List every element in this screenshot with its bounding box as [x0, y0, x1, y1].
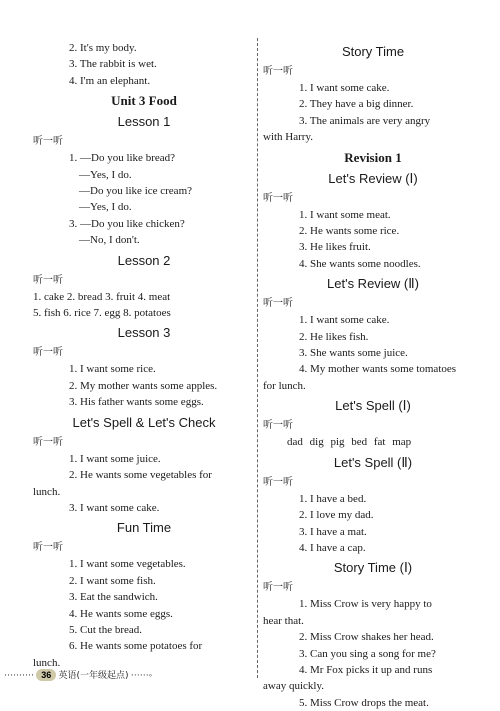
text-line: 2. I want some fish. — [69, 574, 156, 587]
listen-label: 听一听 — [263, 476, 293, 488]
text-line: 1. cake 2. bread 3. fruit 4. meat — [33, 290, 171, 303]
text-line: 3. His father wants some eggs. — [69, 396, 204, 409]
text-line: —Yes, I do. — [79, 201, 132, 214]
text-line: 1. Miss Crow is very happy to — [299, 598, 432, 611]
text-line: 4. Mr Fox picks it up and runs — [299, 663, 433, 676]
right-column — [263, 40, 483, 711]
text-line: 5. Miss Crow drops the meat. — [299, 696, 429, 709]
story-time-title: Story Time — [341, 44, 405, 59]
text-line: 2. He wants some vegetables for — [69, 469, 212, 482]
spell1-title: Let's Spell (Ⅰ) — [335, 398, 411, 414]
footer-dots: ······◦ — [130, 670, 152, 680]
text-line: 3. Eat the sandwich. — [69, 591, 158, 604]
lesson2-title: Lesson 2 — [117, 252, 171, 268]
page-number: 36 — [36, 669, 56, 681]
text-line: 1. I have a bed. — [299, 492, 367, 505]
text-line: 2. He wants some rice. — [299, 225, 400, 238]
text-line: —No, I don't. — [79, 234, 140, 247]
text-line: 2. They have a big dinner. — [299, 98, 414, 111]
column-divider — [257, 38, 258, 678]
listen-label: 听一听 — [263, 298, 293, 310]
listen-label: 听一听 — [33, 436, 63, 448]
text-line: 5. fish 6. rice 7. egg 8. potatoes — [33, 307, 171, 320]
listen-label: 听一听 — [33, 274, 63, 286]
text-line: 2. I love my dad. — [299, 509, 374, 522]
text-line: 1. I want some rice. — [69, 363, 156, 376]
lesson3-title: Lesson 3 — [117, 325, 171, 341]
listen-label: 听一听 — [33, 136, 63, 148]
listen-label: 听一听 — [263, 192, 293, 204]
text-line: 3. He likes fruit. — [299, 241, 371, 254]
text-line: 1. I want some cake. — [299, 314, 390, 327]
text-line: 4. She wants some noodles. — [299, 257, 421, 270]
page-footer — [4, 668, 152, 681]
text-line: 4. He wants some eggs. — [69, 607, 173, 620]
text-line: for lunch. — [263, 379, 306, 392]
left-column — [33, 40, 255, 671]
text-line: 3. The animals are very angry — [299, 114, 431, 127]
text-line: with Harry. — [263, 131, 313, 144]
spell-check-title: Let's Spell & Let's Check — [72, 414, 216, 430]
text-line: 3. The rabbit is wet. — [69, 58, 157, 71]
text-line: —Do you like ice cream? — [79, 185, 193, 198]
text-line: 4. I have a cap. — [299, 541, 366, 554]
listen-label: 听一听 — [263, 582, 293, 594]
word-list: dad dig pig bed fat map — [287, 436, 412, 449]
text-line: 2. It's my body. — [69, 42, 137, 54]
spell2-title: Let's Spell (Ⅱ) — [333, 454, 413, 470]
text-line: 4. My mother wants some tomatoes — [299, 363, 457, 376]
text-line: 3. Can you sing a song for me? — [299, 647, 436, 660]
book-title: 英语(一年级起点) — [58, 671, 129, 681]
footer-dots: ·········· — [4, 670, 34, 680]
text-line: 2. He likes fish. — [299, 330, 369, 343]
text-line: lunch. — [33, 485, 61, 498]
listen-label: 听一听 — [263, 420, 293, 432]
revision-title: Revision 1 — [344, 149, 402, 165]
text-line: 1. —Do you like bread? — [69, 152, 175, 165]
text-line: —Yes, I do. — [79, 168, 132, 181]
text-line: 3. I have a mat. — [299, 525, 367, 538]
text-line: lunch. — [33, 656, 61, 669]
text-line: 1. I want some cake. — [299, 82, 390, 94]
text-line: 5. Cut the bread. — [69, 623, 143, 636]
review1-title: Let's Review (Ⅰ) — [328, 170, 418, 186]
listen-label: 听一听 — [33, 542, 63, 554]
text-line: 3. I want some cake. — [69, 501, 160, 514]
text-line: 2. My mother wants some apples. — [69, 379, 218, 392]
text-line: 1. I want some meat. — [299, 208, 391, 221]
fun-time-title: Fun Time — [116, 520, 172, 536]
text-line: hear that. — [263, 614, 304, 627]
listen-label: 听一听 — [33, 347, 63, 359]
text-line: 3. —Do you like chicken? — [69, 217, 185, 230]
text-line: 6. He wants some potatoes for — [69, 640, 203, 653]
text-line: 4. I'm an elephant. — [69, 74, 151, 87]
text-line: 3. She wants some juice. — [299, 347, 408, 360]
text-line: away quickly. — [263, 680, 324, 693]
listen-label: 听一听 — [263, 66, 293, 77]
story2-title: Story Time (Ⅰ) — [333, 560, 413, 576]
text-line: 1. I want some vegetables. — [69, 558, 186, 571]
unit-title: Unit 3 Food — [111, 93, 177, 109]
review2-title: Let's Review (Ⅱ) — [327, 276, 419, 292]
lesson1-title: Lesson 1 — [117, 114, 171, 130]
text-line: 2. Miss Crow shakes her head. — [299, 631, 434, 644]
text-line: 1. I want some juice. — [69, 452, 161, 465]
